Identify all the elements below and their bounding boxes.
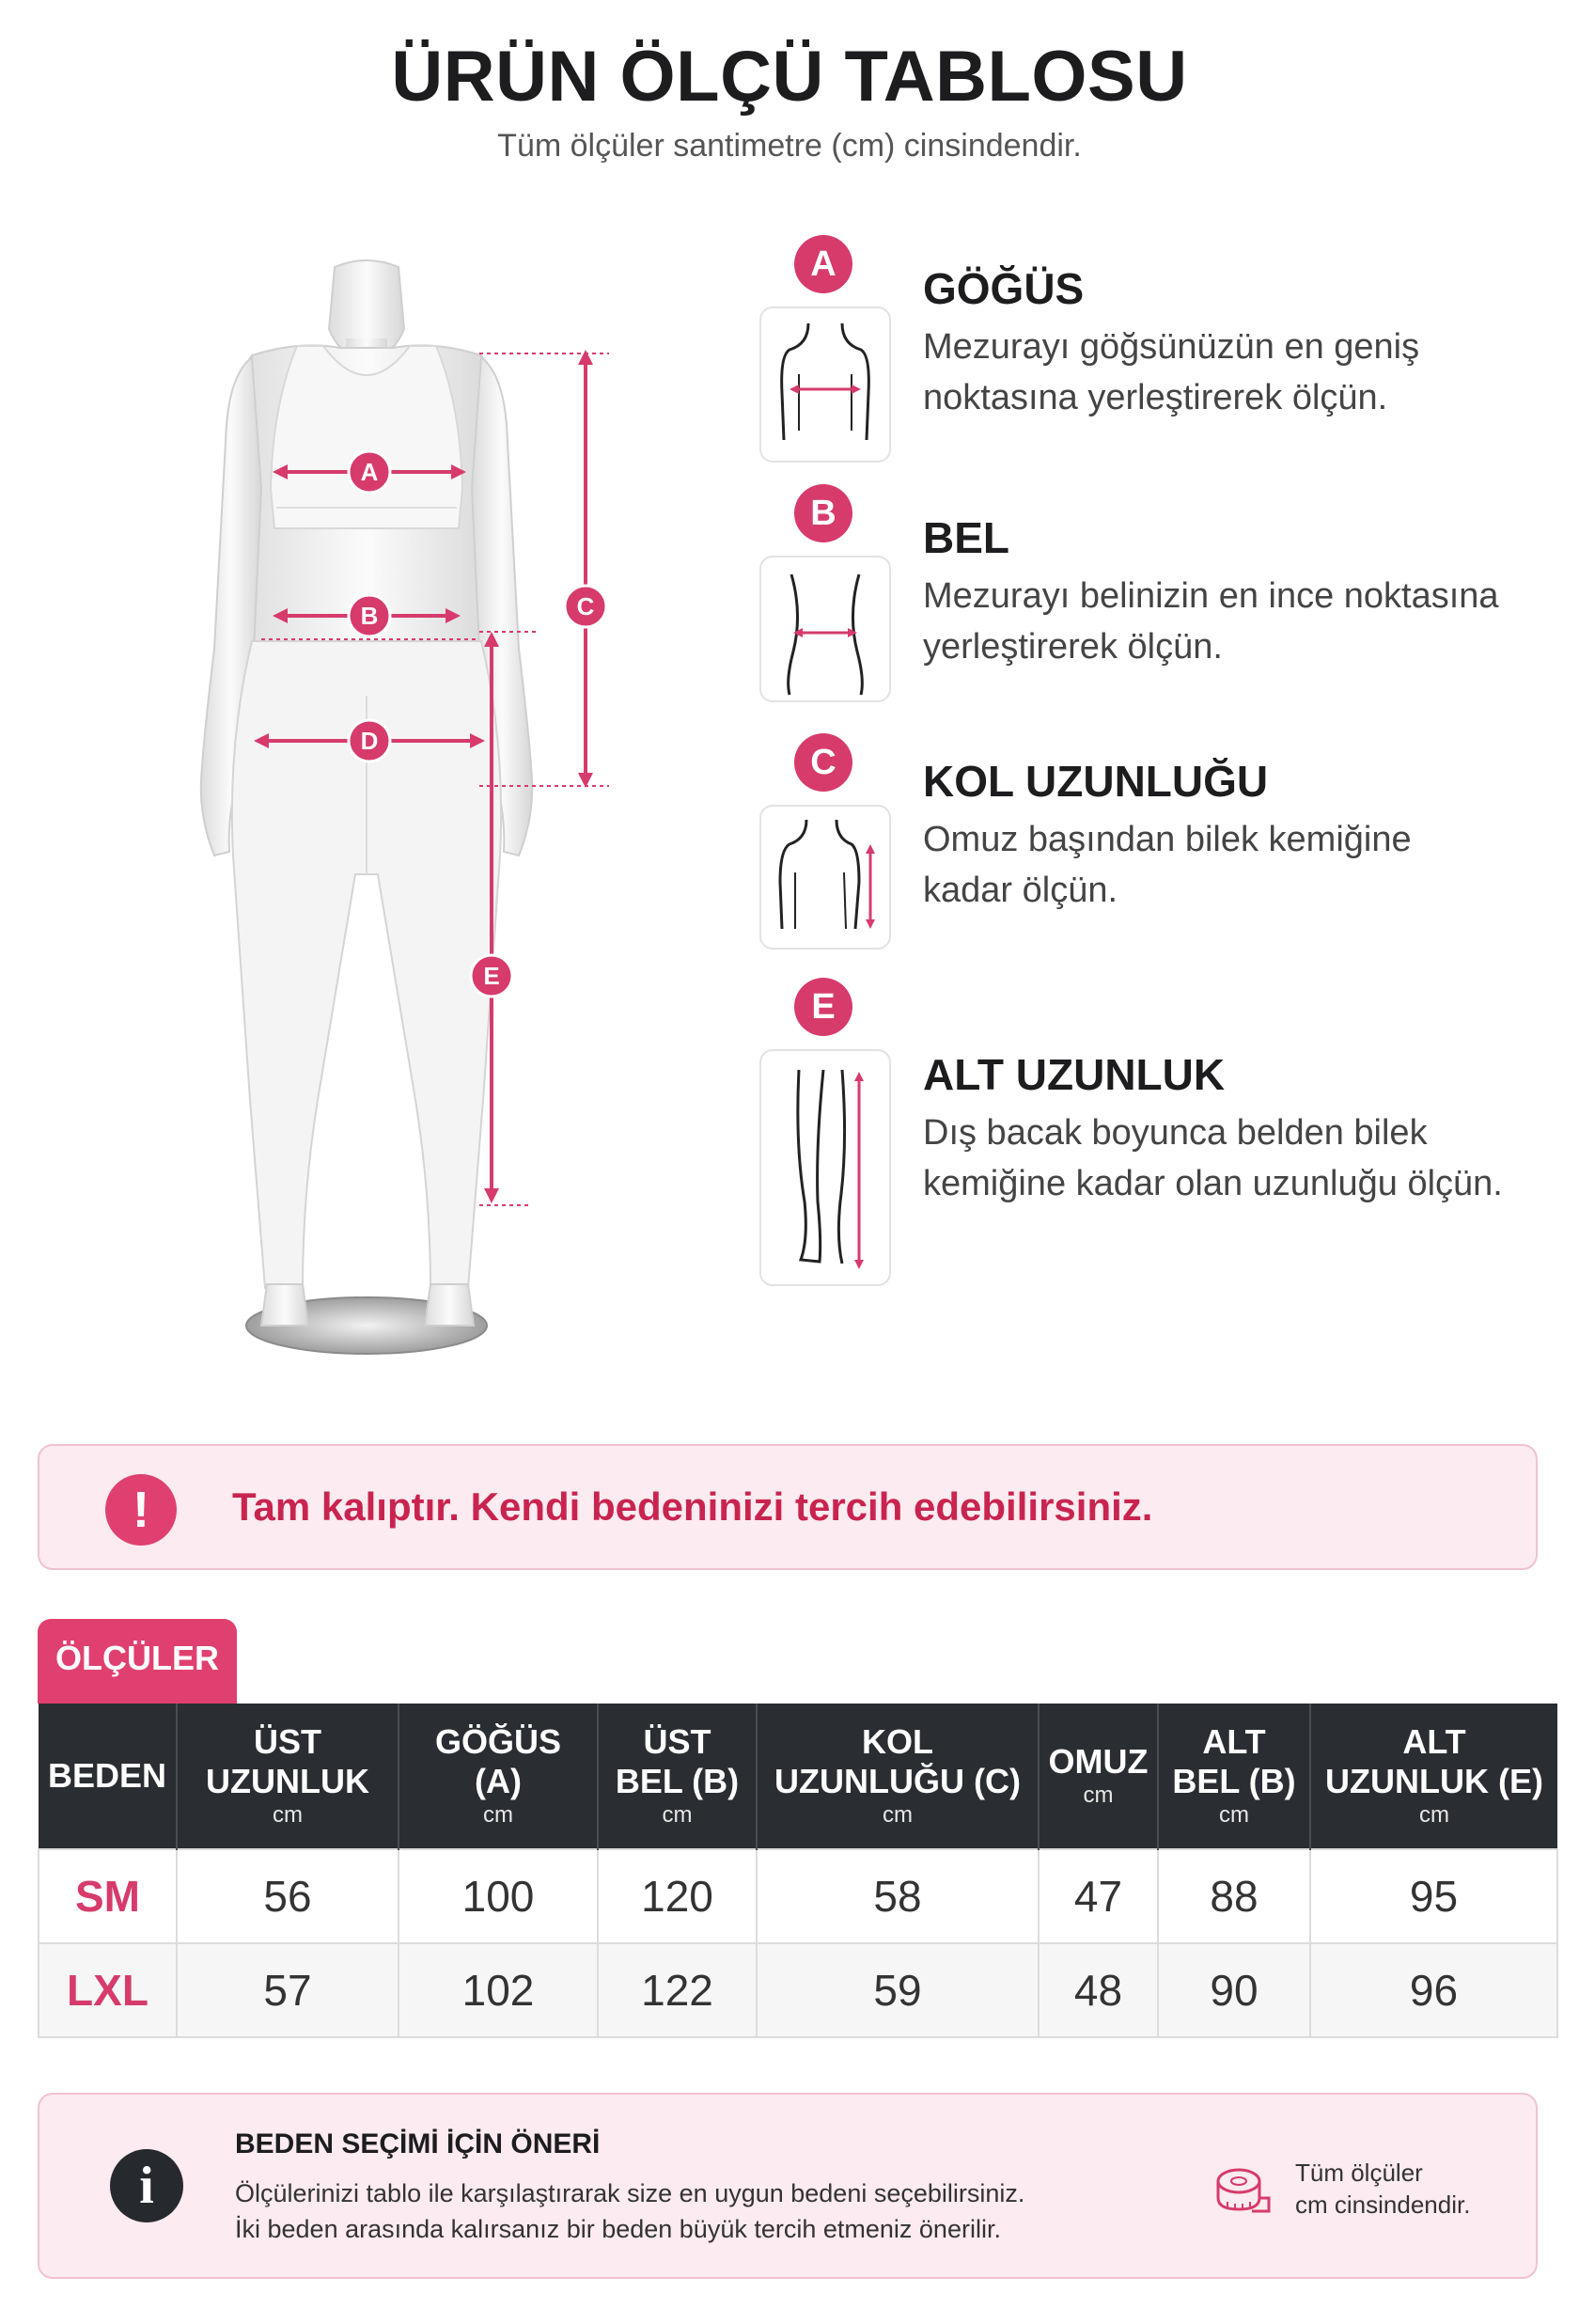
- guide-title: KOL UZUNLUĞU: [923, 757, 1269, 806]
- guide-sleeve: [757, 733, 1565, 968]
- column-header-label: GÖĞÜS: [434, 1722, 561, 1761]
- guide-letter-badge: A: [794, 235, 852, 293]
- column-header-label: UZUNLUK: [206, 1762, 369, 1800]
- mannequin-illustration: [111, 254, 637, 1363]
- guide-desc-line: noktasına yerleştirerek ölçün.: [923, 378, 1388, 417]
- marker-b-label: B: [360, 602, 379, 630]
- size-tip-box: [38, 2093, 1538, 2279]
- guide-inseam: [757, 978, 1565, 1297]
- units-note-line: cm cinsindendir.: [1295, 2191, 1471, 2219]
- column-unit: cm: [1083, 1782, 1114, 1808]
- chest-figure-icon: [761, 308, 889, 461]
- leg-figure-icon: [761, 1051, 889, 1284]
- column-header-label: ÜST: [254, 1722, 321, 1761]
- column-header-label: (A): [475, 1762, 522, 1800]
- fit-notice-text: Tam kalıptır. Kendi bedeninizi tercih edebilirsiniz.: [232, 1484, 1153, 1529]
- fit-notice: [38, 1444, 1538, 1570]
- guide-chest: [757, 235, 1565, 470]
- guide-description: [923, 322, 1562, 423]
- tip-line: Ölçülerinizi tablo ile karşılaştırarak size en uygun bedeni seçebilirsiniz.: [235, 2179, 1025, 2207]
- measurement-cell: 100: [399, 1849, 598, 1943]
- guide-description: [923, 571, 1562, 672]
- leg-length-thumbnail: [759, 1049, 891, 1286]
- column-unit: cm: [1219, 1802, 1249, 1828]
- guide-title: GÖĞÜS: [923, 264, 1085, 313]
- column-header: [1310, 1704, 1557, 1849]
- guide-description: [923, 814, 1562, 916]
- measurement-cell: 102: [399, 1943, 598, 2037]
- size-table: [38, 1704, 1558, 2038]
- column-header-label: ALT: [1402, 1722, 1466, 1761]
- column-header-label: OMUZ: [1048, 1742, 1149, 1781]
- size-label-cell: SM: [39, 1849, 177, 1943]
- guide-letter-badge: E: [794, 978, 852, 1036]
- waist-figure-icon: [761, 557, 889, 700]
- guide-title: ALT UZUNLUK: [923, 1050, 1226, 1099]
- column-header: [39, 1704, 177, 1849]
- tip-title: BEDEN SEÇİMİ İÇİN ÖNERİ: [235, 2128, 601, 2159]
- marker-d-label: D: [360, 727, 379, 755]
- column-header-label: BEL (B): [615, 1762, 740, 1800]
- chest-thumbnail: [759, 306, 891, 463]
- guide-title: BEL: [923, 513, 1009, 562]
- measurements-tab: ÖLÇÜLER: [38, 1619, 237, 1704]
- measurement-cell: 96: [1310, 1943, 1557, 2037]
- tip-line: İki beden arasında kalırsanız bir beden büyük tercih etmeniz önerilir.: [235, 2215, 1001, 2243]
- column-unit: cm: [662, 1802, 693, 1828]
- measurement-cell: 57: [177, 1943, 399, 2037]
- guide-desc-line: yerleştirerek ölçün.: [923, 627, 1223, 667]
- measurement-cell: 95: [1310, 1849, 1557, 1943]
- measuring-tape-icon: [1214, 2160, 1271, 2217]
- guide-letter-badge: B: [794, 484, 852, 542]
- marker-e-label: E: [483, 962, 500, 990]
- measurement-cell: 56: [177, 1849, 399, 1943]
- table-row: [39, 1943, 1557, 2037]
- guide-desc-line: Mezurayı belinizin en ince noktasına: [923, 576, 1499, 616]
- column-unit: cm: [483, 1802, 513, 1828]
- marker-a-label: A: [360, 458, 379, 486]
- exclamation-icon: !: [105, 1474, 177, 1546]
- measurement-cell: 59: [757, 1943, 1039, 2037]
- guide-desc-line: kemiğine kadar olan uzunluğu ölçün.: [923, 1164, 1503, 1203]
- size-label-cell: LXL: [39, 1943, 177, 2037]
- column-header-label: UZUNLUĞU (C): [774, 1762, 1021, 1800]
- column-header-label: UZUNLUK (E): [1325, 1762, 1543, 1800]
- measurement-cell: 120: [598, 1849, 757, 1943]
- column-header-label: KOL: [862, 1722, 933, 1761]
- guide-description: [923, 1107, 1562, 1209]
- column-header: [1158, 1704, 1310, 1849]
- column-unit: cm: [273, 1802, 303, 1828]
- page-title: ÜRÜN ÖLÇÜ TABLOSU: [391, 37, 1188, 117]
- guide-desc-line: Dış bacak boyunca belden bilek: [923, 1113, 1428, 1153]
- measurement-cell: 122: [598, 1943, 757, 2037]
- measurement-cell: 48: [1039, 1943, 1158, 2037]
- table-row: [39, 1849, 1557, 1943]
- column-header-label: ÜST: [643, 1722, 711, 1761]
- column-unit: cm: [1419, 1802, 1449, 1828]
- table-header-row: [39, 1704, 1557, 1849]
- sleeve-figure-icon: [761, 807, 889, 948]
- column-header: [399, 1704, 598, 1849]
- info-icon: i: [110, 2149, 183, 2222]
- units-note-line: Tüm ölçüler: [1295, 2159, 1423, 2187]
- marker-c-label: C: [576, 592, 595, 620]
- measurement-cell: 58: [757, 1849, 1039, 1943]
- page-subtitle: Tüm ölçüler santimetre (cm) cinsindendir.: [497, 128, 1082, 164]
- column-header: [757, 1704, 1039, 1849]
- column-header-label: ALT: [1202, 1722, 1266, 1761]
- guide-letter-badge: C: [794, 733, 852, 792]
- waist-thumbnail: [759, 556, 891, 702]
- column-header: [1039, 1704, 1158, 1849]
- guide-desc-line: Mezurayı göğsünüzün en geniş: [923, 327, 1420, 367]
- column-header: [177, 1704, 399, 1849]
- measurement-cell: 88: [1158, 1849, 1310, 1943]
- column-unit: cm: [883, 1802, 913, 1828]
- column-header: [598, 1704, 757, 1849]
- measurement-cell: 47: [1039, 1849, 1158, 1943]
- column-header-label: BEL (B): [1172, 1762, 1296, 1800]
- sleeve-thumbnail: [759, 805, 891, 950]
- column-header-label: BEDEN: [47, 1756, 167, 1795]
- measurement-cell: 90: [1158, 1943, 1310, 2037]
- guide-waist: [757, 484, 1565, 719]
- guide-desc-line: kadar ölçün.: [923, 871, 1118, 910]
- guide-desc-line: Omuz başından bilek kemiğine: [923, 820, 1412, 859]
